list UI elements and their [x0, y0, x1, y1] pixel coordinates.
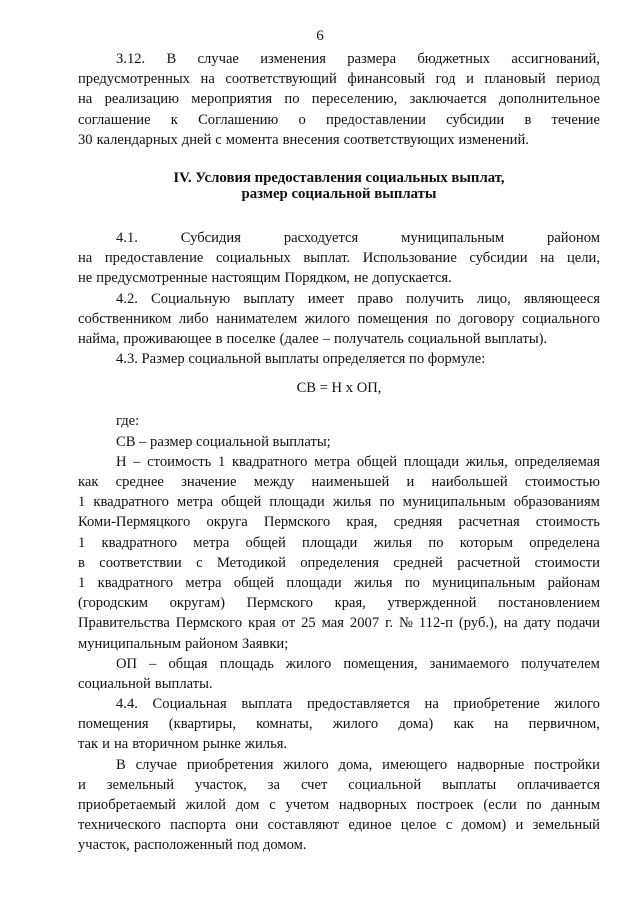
text-line: помещения (квартиры, комнаты, жилого дома) как на первичном, — [78, 716, 600, 733]
text-line: 4.3. Размер социальной выплаты определяется по формуле: — [116, 351, 486, 368]
text-line: в соответствии с Методикой определения средней расчетной стоимости — [78, 554, 600, 571]
text-line: 4.1. Субсидия расходуется муниципальным районом — [116, 229, 600, 246]
definition-n — [78, 452, 600, 654]
text-line: как среднее значение между наименьшей и наибольшей стоимостью — [78, 474, 600, 490]
paragraph-3-12 — [78, 49, 600, 150]
text-line: на предоставление социальных выплат. Использование субсидии на цели, — [78, 250, 600, 267]
text-line: Коми-Пермяцкого округа Пермского края, средняя расчетная стоимость — [78, 514, 600, 531]
text-line: соглашение к Соглашению о предоставлении субсидии в течение — [78, 111, 600, 128]
document-body — [78, 49, 600, 856]
text-line: 1 квадратного метра общей площади жилья по которым определена — [78, 534, 600, 551]
text-line: социальной выплаты. — [78, 675, 213, 692]
text-line: найма, проживающее в поселке (далее – получатель социальной выплаты). — [78, 330, 548, 347]
text-line: 1 квадратного метра общей площади жилья по муниципальным районам — [78, 574, 600, 591]
text-line: В случае приобретения жилого дома, имеющего надворные постройки — [116, 756, 600, 773]
text-line: 4.4. Социальная выплата предоставляется на приобретение жилого — [116, 696, 600, 713]
text-line: (городским округам) Пермского края, утвержденной постановлением — [78, 595, 600, 612]
text-line: предусмотренных на соответствующий финансовый год и плановый период — [78, 71, 600, 88]
paragraph-house — [78, 755, 600, 856]
text-line: собственником либо нанимателем жилого помещения по договору социального — [78, 310, 600, 327]
section-heading — [78, 170, 600, 202]
where-label: где: — [116, 413, 140, 430]
text-line: не предусмотренные настоящим Порядком, не допускается. — [78, 270, 452, 287]
text-line: на реализацию мероприятия по переселению, заключается дополнительное — [78, 91, 600, 108]
text-line: 1 квадратного метра общей площади жилья по муниципальным образованиям — [78, 494, 600, 511]
text-line: так и на вторичном рынке жилья. — [78, 736, 288, 753]
section-heading-line-2: размер социальной выплаты — [241, 185, 437, 202]
text-line: 30 календарных дней с момента внесения соответствующих изменений. — [78, 131, 529, 148]
text-line: 4.2. Социальную выплату имеет право получить лицо, являющееся — [116, 290, 600, 307]
paragraph-4-3 — [78, 349, 600, 369]
text-line: ОП – общая площадь жилого помещения, занимаемого получателем — [116, 655, 600, 672]
text-line: муниципальным районом Заявки; — [78, 635, 289, 652]
paragraph-4-1 — [78, 228, 600, 289]
text-line: Н – стоимость 1 квадратного метра общей площади жилья, определяемая — [116, 453, 600, 470]
text-line: технического паспорта они составляют единое целое с домом) и земельный — [78, 817, 600, 834]
page-number: 6 — [316, 28, 324, 44]
text-line: Правительства Пермского края от 25 мая 2007 г. № 112-п (руб.), на дату подачи — [78, 615, 600, 632]
text-line: участок, расположенный под домом. — [78, 837, 307, 854]
section-heading-line-1: IV. Условия предоставления социальных выплат, — [173, 169, 505, 186]
definition-sv: СВ – размер социальной выплаты; — [116, 433, 331, 450]
paragraph-4-2 — [78, 289, 600, 350]
text-line: приобретаемый жилой дом с учетом надворных построек (если по данным — [78, 797, 600, 813]
paragraph-4-4 — [78, 694, 600, 755]
definition-op — [78, 654, 600, 694]
formula: СВ = Н х ОП, — [296, 380, 382, 397]
text-line: 3.12. В случае изменения размера бюджетных ассигнований, — [116, 51, 600, 67]
text-line: и земельный участок, за счет социальной выплаты оплачивается — [78, 776, 600, 793]
